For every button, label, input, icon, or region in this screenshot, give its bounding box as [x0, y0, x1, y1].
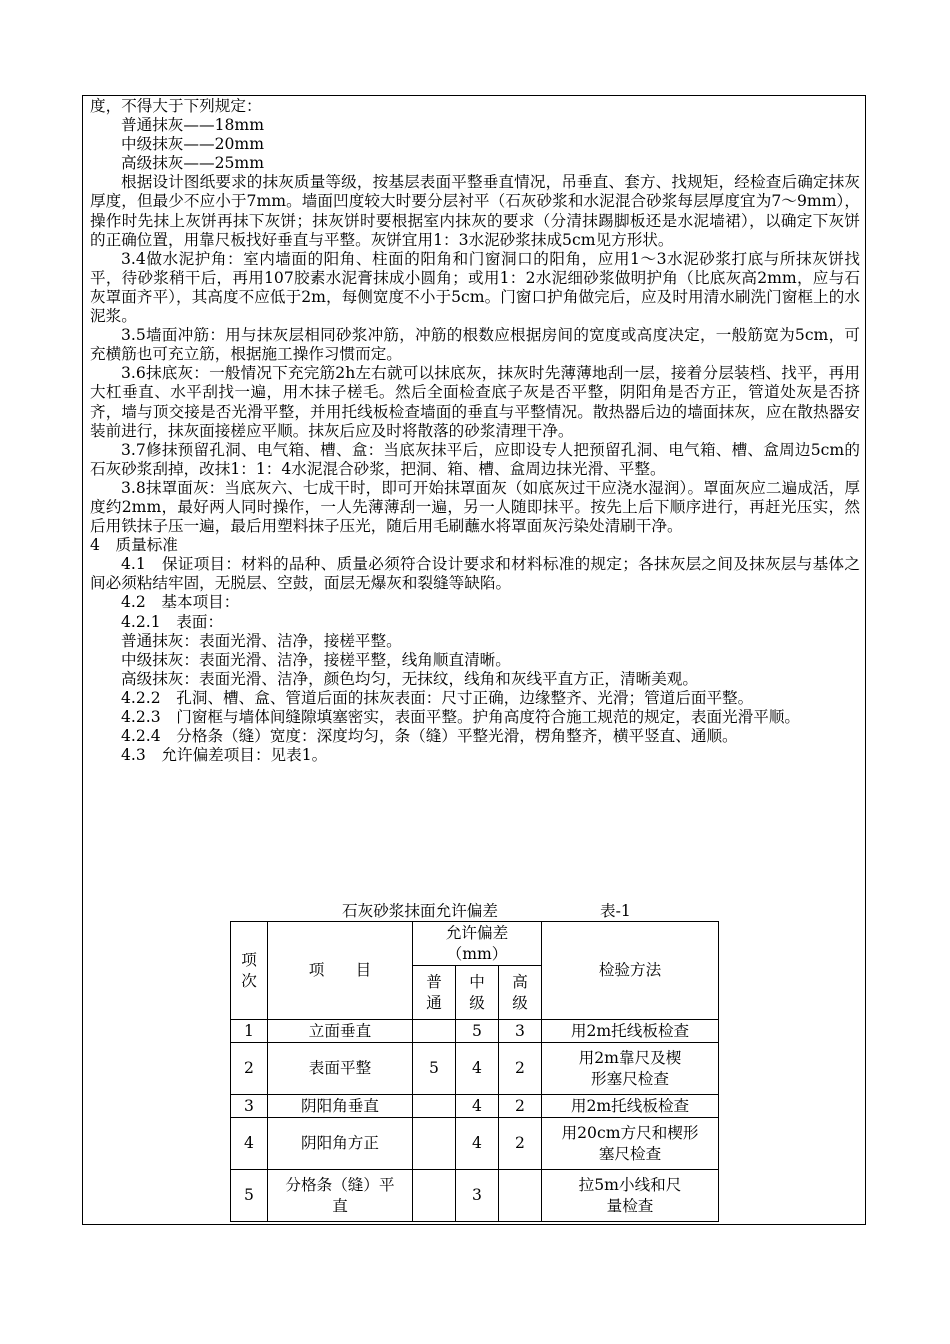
row-item [268, 1118, 413, 1170]
row-no-text: 4 [244, 1134, 254, 1152]
paragraph: 4.2.3 门窗框与墙体间缝隙填塞密实，表面平整。护角高度符合施工规范的规定，表面光滑平顺。 [121, 708, 801, 726]
paragraph: 中级抹灰：表面光滑、洁净，接槎平整，线角顺直清晰。 [121, 650, 511, 669]
tolerance-unit: （mm） [446, 944, 508, 963]
row-method [542, 1020, 719, 1043]
row-high [499, 1170, 542, 1222]
row-medium [456, 1118, 499, 1170]
row-no-text: 5 [244, 1186, 254, 1204]
row-no [231, 1020, 268, 1043]
row-no [231, 1118, 268, 1170]
paragraph: 3.4做水泥护角：室内墙面的阳角、柱面的阳角和门窗洞口的阳角，应用1～3水泥砂浆打底与所抹灰饼找平，待砂浆稍干后，再用107胶素水泥膏抹成小圆角；或用1：2水泥细砂浆做明护角（比底灰高2mm，应与石灰罩面齐平），其高度不应低于2m，每侧宽度不小于5cm。门窗口护角做完后，应及时用清水刷洗门窗框上的水泥浆。 [90, 249, 860, 326]
table-caption [230, 902, 716, 921]
row-medium-text: 5 [472, 1021, 482, 1040]
row-medium [456, 1020, 499, 1043]
paragraph: 根据设计图纸要求的抹灰质量等级，按基层表面平整垂直情况，吊垂直、套方、找规矩，经检查后确定抹灰厚度，但最少不应小于7mm。墙面凹度较大时要分层衬平（石灰砂浆和水泥混合砂浆每层厚度宜为7～9mm），操作时先抹上灰饼再抹下灰饼；抹灰饼时要根据室内抹灰的要求（分清抹踢脚板还是水泥墙裙），以确定下灰饼的正确位置，用靠尺板找好垂直与平整。灰饼宜用1：3水泥砂浆抹成5cm见方形状。 [90, 173, 860, 249]
table-row [231, 1170, 719, 1222]
row-medium-text: 3 [472, 1186, 482, 1204]
row-no [231, 1043, 268, 1095]
tolerance-label: 允许偏差 [445, 923, 509, 942]
row-method [542, 1118, 719, 1170]
row-high [499, 1020, 542, 1043]
paragraph: 度，不得大于下列规定： [90, 97, 262, 115]
row-high [499, 1043, 542, 1095]
row-item-text: 阴阳角方正 [301, 1134, 379, 1152]
row-medium-text: 4 [472, 1134, 482, 1152]
paragraph: 3.8抹罩面灰：当底灰六、七成干时，即可开始抹罩面灰（如底灰过干应浇水湿润）。罩面灰应二遍成活，厚度约2mm，最好两人同时操作，一人先薄薄刮一遍，另一人随即抹平。按先上后下顺序进行，再赶光压实，然后用铁抹子压一遍，最后用塑料抹子压光，随后用毛刷蘸水将罩面灰污染处清刷干净。 [90, 478, 860, 536]
table-number: 表-1 [600, 902, 631, 920]
row-item-text: 分格条（缝）平直 [285, 1175, 395, 1215]
body-text [90, 97, 860, 765]
row-medium-text: 4 [472, 1096, 482, 1115]
paragraph: 3.5墙面冲筋：用与抹灰层相同砂浆冲筋，冲筋的根数应根据房间的宽度或高度决定，一般筋宽为5cm，可充横筋也可充立筋，根据施工操作习惯而定。 [90, 326, 860, 364]
row-item [268, 1095, 413, 1118]
row-method [542, 1170, 719, 1222]
row-normal [413, 1020, 456, 1043]
paragraph: 普通抹灰——18mm [121, 116, 264, 135]
row-high-text: 2 [515, 1096, 525, 1115]
row-no-text: 3 [244, 1096, 254, 1115]
header-index: 项次 [231, 922, 268, 1020]
row-item-text: 立面垂直 [308, 1021, 372, 1040]
row-medium [456, 1170, 499, 1222]
row-no [231, 1170, 268, 1222]
table-row [231, 1095, 719, 1118]
row-medium [456, 1043, 499, 1095]
row-method-text: 用2m靠尺及楔形塞尺检查 [578, 1048, 682, 1088]
paragraph: 高级抹灰：表面光滑、洁净，颜色均匀，无抹纹，线角和灰线平直方正，清晰美观。 [121, 669, 698, 688]
row-method-text: 用2m托线板检查 [570, 1096, 690, 1115]
paragraph: 4.2.2 孔洞、槽、盒、管道后面的抹灰表面：尺寸正确，边缘整齐、光滑；管道后面平整。 [121, 688, 754, 707]
header-tolerance [413, 922, 542, 966]
tolerance-table [230, 921, 719, 1222]
header-grade-high: 高级 [499, 966, 542, 1020]
table-row [231, 1118, 719, 1170]
row-no-text: 1 [244, 1021, 254, 1040]
header-item: 项 目 [268, 922, 413, 1020]
row-high [499, 1118, 542, 1170]
table-row [231, 1043, 719, 1095]
row-normal [413, 1095, 456, 1118]
paragraph: 4.2.1 表面： [121, 612, 224, 631]
row-normal [413, 1043, 456, 1095]
row-high-text: 2 [515, 1134, 525, 1152]
paragraph: 4.3 允许偏差项目：见表1。 [121, 746, 328, 765]
row-medium [456, 1095, 499, 1118]
table-title: 石灰砂浆抹面允许偏差 [342, 902, 498, 920]
row-item-text: 表面平整 [308, 1059, 372, 1077]
header-grade-medium: 中级 [456, 966, 499, 1020]
paragraph: 普通抹灰：表面光滑、洁净，接槎平整。 [121, 631, 402, 650]
row-medium-text: 4 [472, 1059, 482, 1077]
row-normal-text: 5 [429, 1059, 439, 1077]
row-normal [413, 1170, 456, 1222]
paragraph: 4.1 保证项目：材料的品种、质量必须符合设计要求和材料标准的规定；各抹灰层之间及抹灰层与基体之间必须粘结牢固，无脱层、空鼓，面层无爆灰和裂缝等缺陷。 [90, 555, 860, 593]
paragraph: 4 质量标准 [90, 536, 178, 555]
row-method [542, 1095, 719, 1118]
row-method [542, 1043, 719, 1095]
row-item [268, 1020, 413, 1043]
row-method-text: 拉5m小线和尺量检查 [578, 1175, 682, 1215]
paragraph: 高级抹灰——25mm [121, 154, 264, 173]
row-item [268, 1043, 413, 1095]
header-grade-normal: 普通 [413, 966, 456, 1020]
table-row [231, 1020, 719, 1043]
header-method: 检验方法 [542, 922, 719, 1020]
paragraph: 3.7修抹预留孔洞、电气箱、槽、盒：当底灰抹平后，应即设专人把预留孔洞、电气箱、槽、盒周边5cm的石灰砂浆刮掉，改抹1：1：4水泥混合砂浆，把洞、箱、槽、盒周边抹光滑、平整。 [90, 440, 860, 478]
paragraph: 4.2 基本项目： [121, 593, 240, 612]
row-normal [413, 1118, 456, 1170]
row-method-text: 用20cm方尺和楔形塞尺检查 [561, 1123, 699, 1163]
row-high-text: 2 [515, 1059, 525, 1077]
paragraph: 4.2.4 分格条（缝）宽度：深度均匀，条（缝）平整光滑，楞角整齐，横平竖直、通顺。 [121, 727, 738, 746]
row-method-text: 用2m托线板检查 [570, 1021, 690, 1040]
paragraph: 中级抹灰——20mm [121, 135, 264, 154]
row-item-text: 阴阳角垂直 [301, 1096, 379, 1115]
row-no [231, 1095, 268, 1118]
row-high [499, 1095, 542, 1118]
row-high-text: 3 [515, 1021, 525, 1040]
row-no-text: 2 [244, 1059, 254, 1077]
paragraph: 3.6抹底灰：一般情况下充完筋2h左右就可以抹底灰，抹灰时先薄薄地刮一层，接着分层装档、找平，再用大杠垂直、水平刮找一遍，用木抹子槎毛。然后全面检查底子灰是否平整，阴阳角是否方正，管道处灰是否挤齐，墙与顶交接是否光滑平整，并用托线板检查墙面的垂直与平整情况。散热器后边的墙面抹灰，应在散热器安装前进行，抹灰面接槎应平顺。抹灰后应及时将散落的砂浆清理干净。 [90, 364, 860, 440]
row-item [268, 1170, 413, 1222]
